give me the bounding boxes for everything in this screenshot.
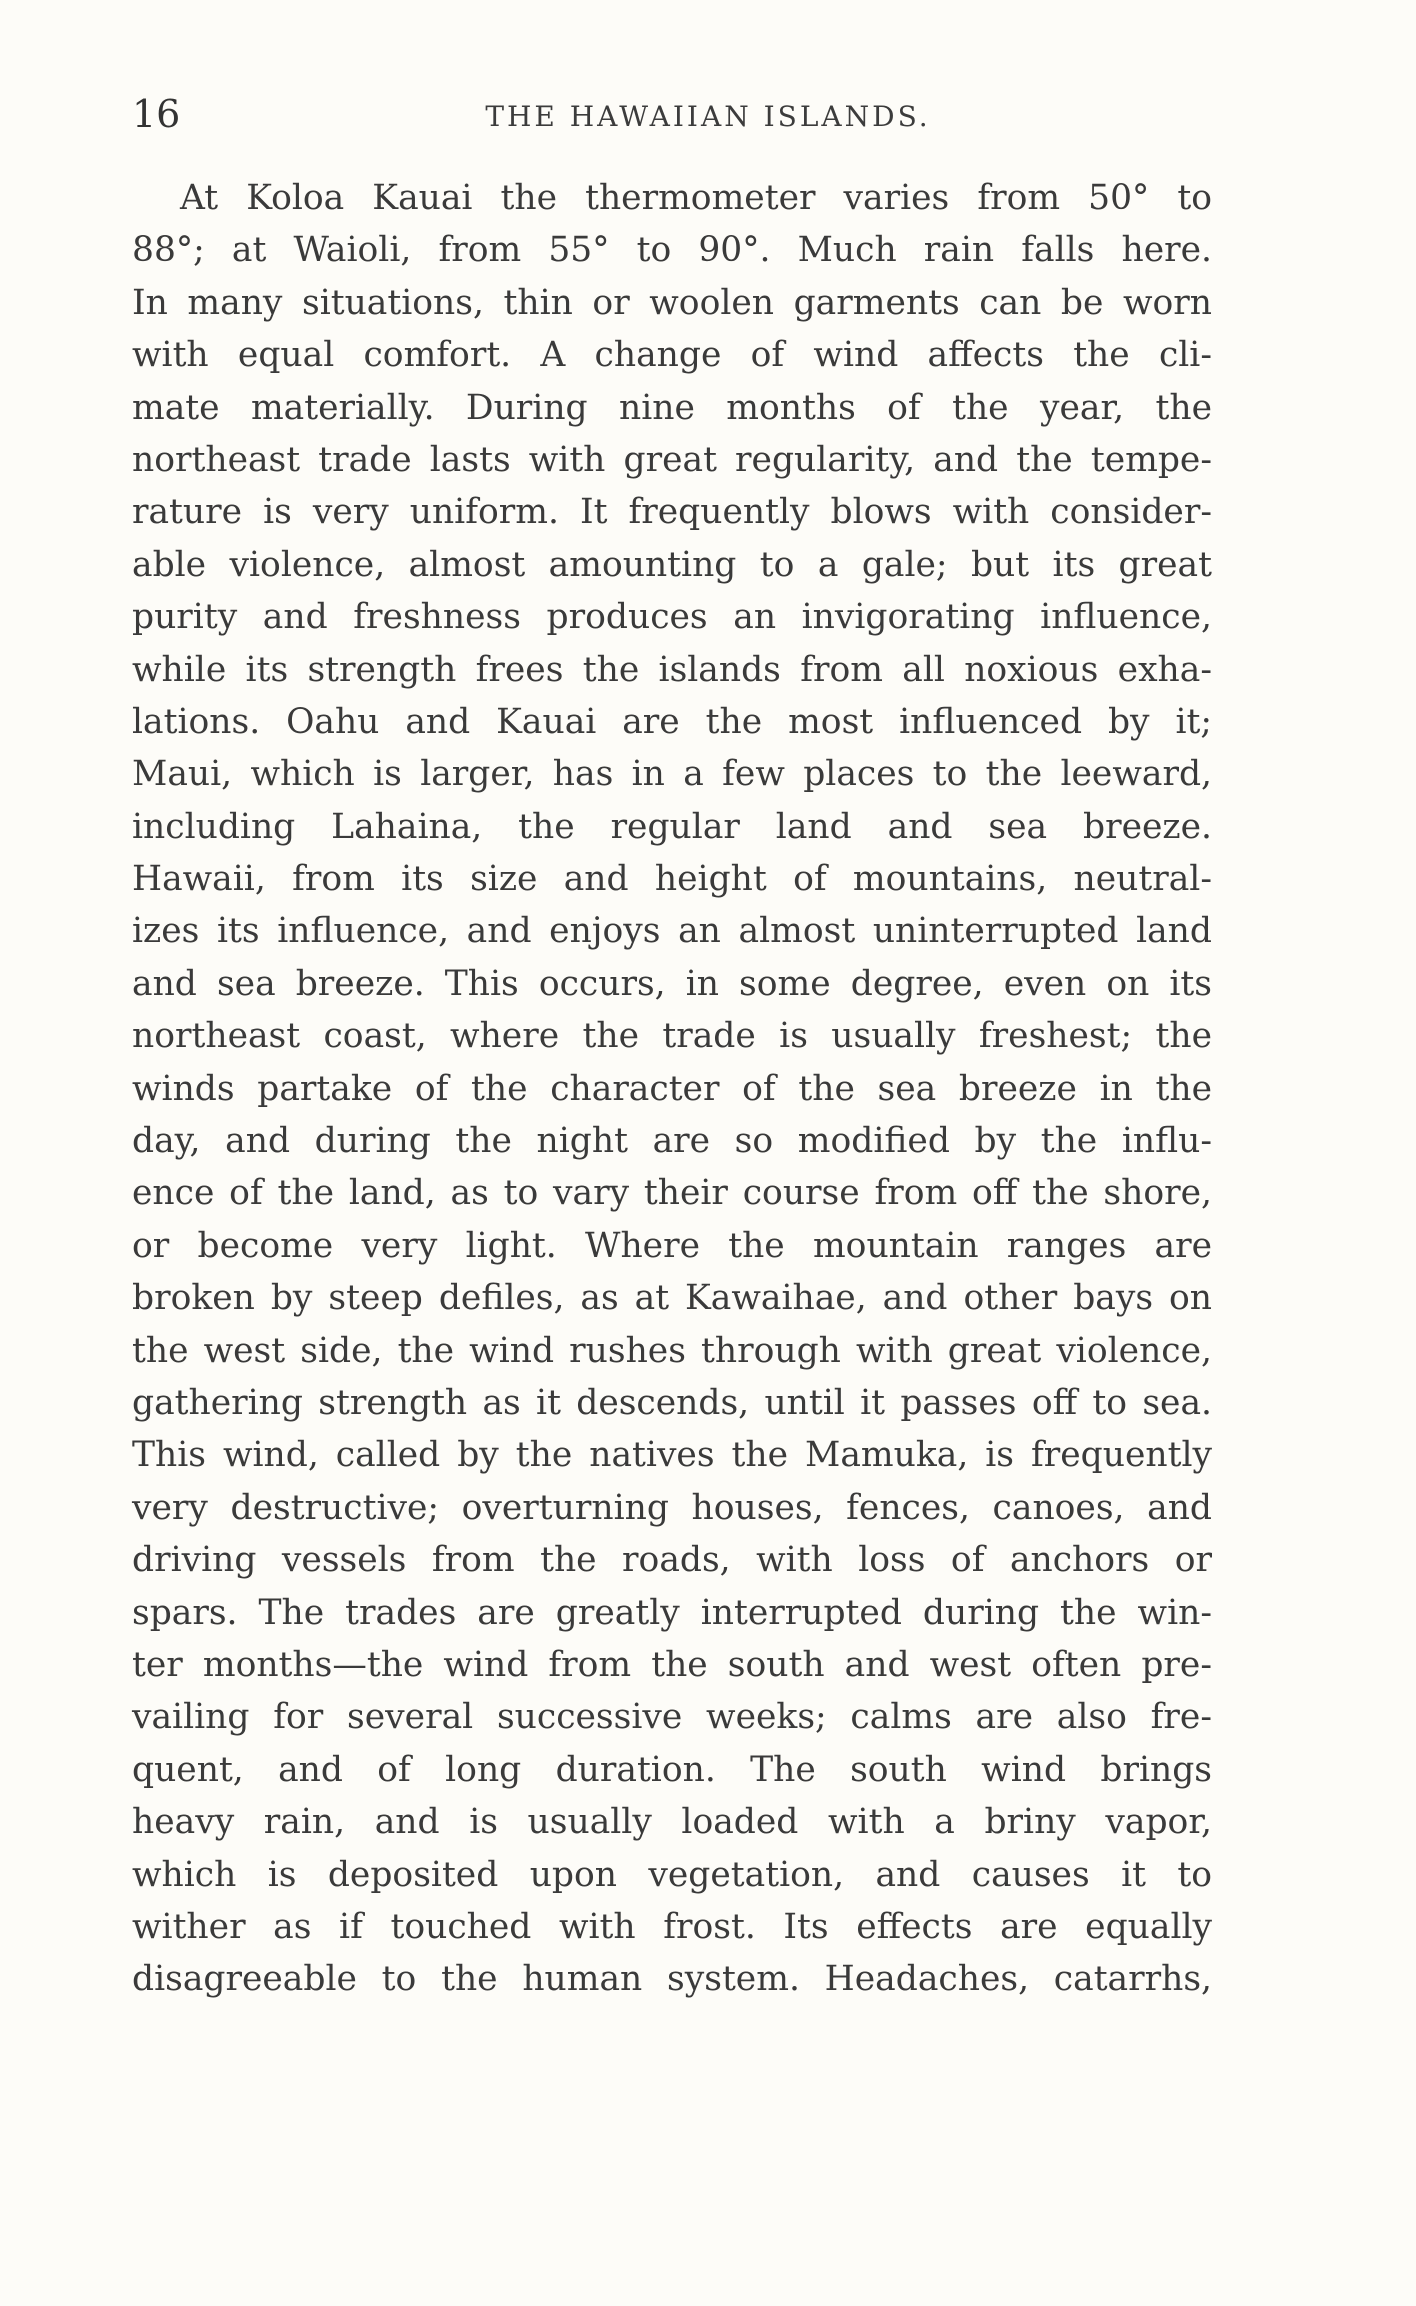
text-line: spars. The trades are greatly interrupted during the win- [132, 1592, 1212, 1633]
text-line: which is deposited upon vegetation, and causes it to [132, 1854, 1212, 1895]
text-line: rature is very uniform. It frequently blows with consider- [132, 492, 1212, 533]
text-line: This wind, called by the natives the Mamuka, is frequently [132, 1435, 1212, 1476]
text-line: ence of the land, as to vary their course from off the shore, [132, 1173, 1212, 1214]
body-text [132, 172, 1212, 2006]
text-line: Maui, which is larger, has in a few places to the leeward, [132, 754, 1212, 795]
text-line: the west side, the wind rushes through with great violence, [132, 1330, 1212, 1371]
text-line: purity and freshness produces an invigorating influence, [132, 597, 1212, 638]
text-line: able violence, almost amounting to a gale; but its great [132, 544, 1212, 585]
text-line: izes its influence, and enjoys an almost uninterrupted land [132, 911, 1212, 952]
text-line: and sea breeze. This occurs, in some degree, even on its [132, 963, 1212, 1004]
text-line: heavy rain, and is usually loaded with a briny vapor, [132, 1802, 1212, 1843]
text-line: driving vessels from the roads, with loss of anchors or [132, 1540, 1212, 1581]
text-line: or become very light. Where the mountain ranges are [132, 1225, 1212, 1266]
text-line: including Lahaina, the regular land and sea breeze. [132, 806, 1212, 847]
text-line: wither as if touched with frost. Its effects are equally [132, 1906, 1212, 1947]
text-line: mate materially. During nine months of the year, the [132, 387, 1212, 428]
page-number: 16 [132, 92, 181, 136]
text-line: Hawaii, from its size and height of mountains, neutral- [132, 859, 1212, 900]
text-line: gathering strength as it descends, until it passes off to sea. [132, 1382, 1212, 1423]
running-head: THE HAWAIIAN ISLANDS. [485, 100, 931, 133]
text-line: while its strength frees the islands from all noxious exha- [132, 649, 1212, 690]
text-line: quent, and of long duration. The south wind brings [132, 1749, 1212, 1790]
text-line: In many situations, thin or woolen garments can be worn [132, 282, 1212, 323]
text-line: with equal comfort. A change of wind affects the cli- [132, 335, 1212, 376]
text-line: vailing for several successive weeks; calms are also fre- [132, 1697, 1212, 1738]
text-line: broken by steep defiles, as at Kawaihae, and other bays on [132, 1278, 1212, 1319]
text-line: day, and during the night are so modified by the influ- [132, 1121, 1212, 1162]
text-line: ter months—the wind from the south and west often pre- [132, 1644, 1212, 1685]
text-line: At Koloa Kauai the thermometer varies from 50° to [180, 178, 1212, 218]
text-line: northeast coast, where the trade is usually freshest; the [132, 1016, 1212, 1057]
text-line: lations. Oahu and Kauai are the most influenced by it; [132, 701, 1212, 742]
text-line: winds partake of the character of the sea breeze in the [132, 1068, 1212, 1109]
text-line: disagreeable to the human system. Headaches, catarrhs, [132, 1959, 1212, 2000]
text-line: northeast trade lasts with great regularity, and the tempe- [132, 439, 1212, 480]
text-line: 88°; at Waioli, from 55° to 90°. Much rain falls here. [132, 230, 1212, 271]
text-line: very destructive; overturning houses, fences, canoes, and [132, 1487, 1212, 1528]
